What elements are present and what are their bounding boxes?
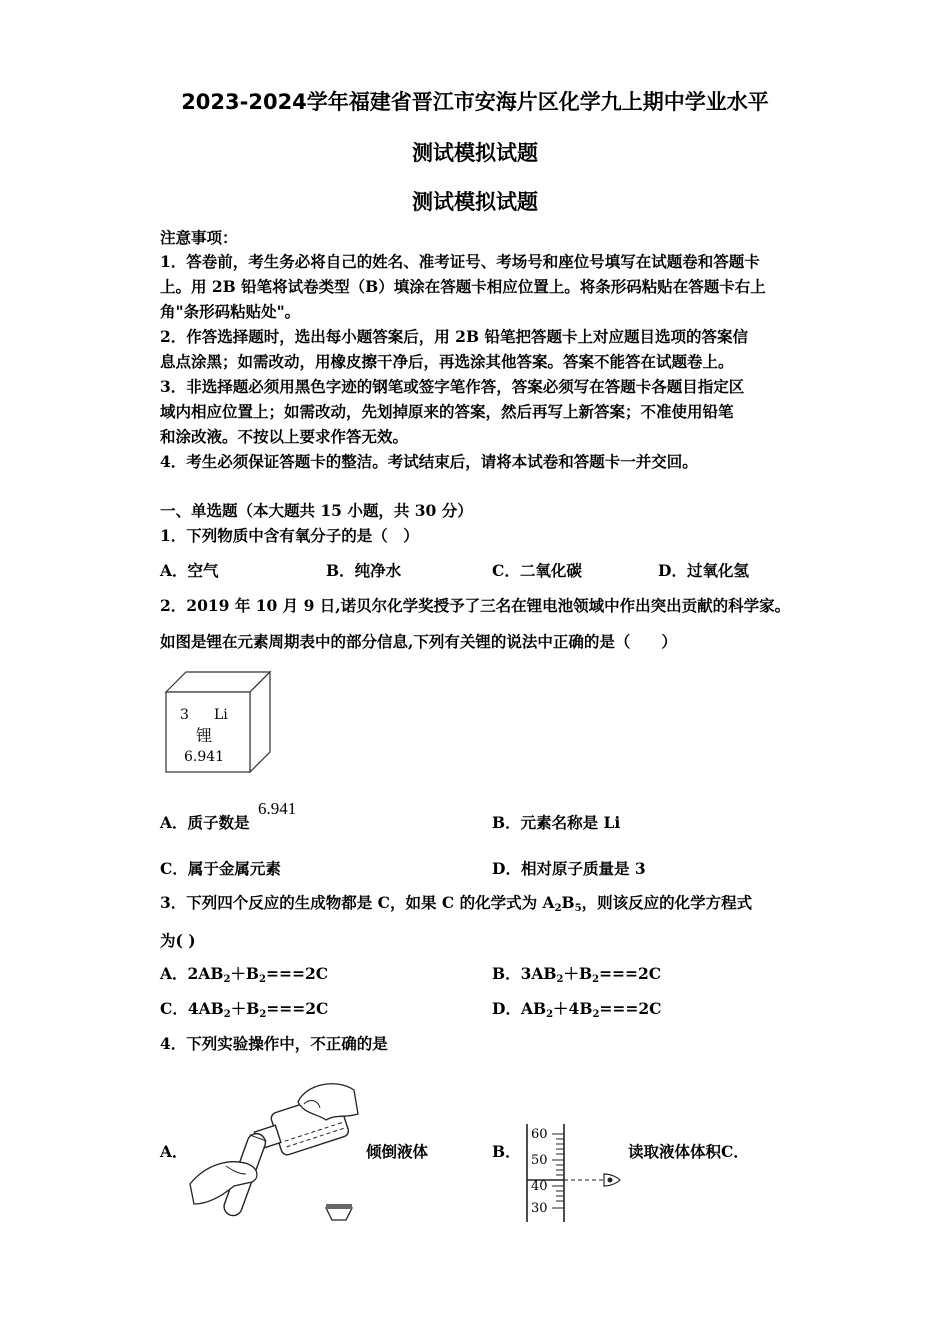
notice-line: 角"条形码粘贴处"。 — [160, 302, 301, 321]
exam-title-line3: 测试模拟试题 — [412, 190, 538, 214]
section-heading: 一、单选题（本大题共 15 小题，共 30 分） — [160, 501, 473, 520]
element-name: 锂 — [196, 726, 213, 745]
cylinder-tick-60: 60 — [531, 1127, 548, 1142]
pouring-liquid-illustration — [186, 1074, 366, 1224]
question-2-option-c: C．属于金属元素 — [160, 859, 281, 878]
question-2-option-b: B．元素名称是 Li — [492, 813, 621, 832]
question-2-option-a-label: A．质子数是 — [160, 813, 250, 832]
question-2-option-d: D．相对原子质量是 3 — [492, 859, 646, 878]
question-1-stem: 1．下列物质中含有氧分子的是（ ） — [160, 526, 419, 545]
notice-line: 域内相应位置上；如需改动，先划掉原来的答案，然后再写上新答案；不准使用铅笔 — [160, 402, 734, 421]
question-1-option-a: A．空气 — [160, 561, 219, 580]
element-atomic-number: 3 — [180, 707, 189, 723]
question-4-option-b-label: B． — [492, 1142, 521, 1161]
cylinder-tick-40: 40 — [531, 1179, 548, 1194]
question-3-stem-line1: 3．下列四个反应的生成物都是 C，如果 C 的化学式为 $A_2B_5$，则该反应的化学方程式 — [160, 893, 753, 914]
notice-line: 息点涂黑；如需改动，用橡皮擦干净后，再选涂其他答案。答案不能答在试题卷上。 — [160, 352, 734, 371]
exam-title-line1: 2023-2024学年福建省晋江市安海片区化学九上期中学业水平 — [181, 90, 769, 114]
element-atomic-mass: 6.941 — [184, 749, 225, 765]
notice-line: 3．非选择题必须用黑色字迹的钢笔或签字笔作答，答案必须写在答题卡各题目指定区 — [160, 377, 745, 396]
question-4-stem: 4．下列实验操作中，不正确的是 — [160, 1034, 388, 1053]
graduated-cylinder-illustration — [518, 1122, 628, 1226]
lithium-element-card — [162, 668, 274, 774]
notice-line: 2．作答选择题时，选出每小题答案后，用 2B 铅笔把答题卡上对应题目选项的答案信 — [160, 327, 748, 346]
question-3-stem-line2: 为( ) — [160, 931, 196, 950]
notice-heading: 注意事项： — [160, 228, 238, 247]
question-4-option-b-caption: 读取液体体积C． — [628, 1142, 749, 1161]
question-3-option-a: A．$2AB_2+B_2===2C$ — [160, 964, 329, 985]
question-2-option-a-value: 6.941 — [258, 799, 297, 818]
question-1-option-d: D．过氧化氢 — [658, 561, 749, 580]
question-2-stem-line1: 2．2019 年 10 月 9 日,诺贝尔化学奖授予了三名在锂电池领域中作出突出贡献的科学家。 — [160, 596, 791, 615]
element-symbol: Li — [214, 707, 228, 723]
notice-line: 和涂改液。不按以上要求作答无效。 — [160, 427, 409, 446]
notice-line: 4．考生必须保证答题卡的整洁。考试结束后，请将本试卷和答题卡一并交回。 — [160, 452, 698, 471]
cylinder-tick-30: 30 — [531, 1201, 548, 1216]
question-1-option-c: C．二氧化碳 — [492, 561, 582, 580]
question-1-option-b: B．纯净水 — [326, 561, 402, 580]
notice-line: 上。用 2B 铅笔将试卷类型（B）填涂在答题卡相应位置上。将条形码粘贴在答题卡右上 — [160, 277, 766, 296]
question-3-option-c: C．$4AB_2+B_2===2C$ — [160, 999, 329, 1020]
exam-title-line2: 测试模拟试题 — [412, 141, 538, 165]
question-2-stem-line2: 如图是锂在元素周期表中的部分信息,下列有关锂的说法中正确的是（ ） — [160, 632, 677, 651]
question-3-option-d: D．$AB_2+4B_2===2C$ — [492, 999, 662, 1020]
notice-line: 1．答卷前，考生务必将自己的姓名、准考证号、考场号和座位号填写在试题卷和答题卡 — [160, 252, 760, 271]
question-4-option-a-caption: 倾倒液体 — [366, 1142, 429, 1161]
question-4-option-a-label: A． — [160, 1142, 188, 1161]
cylinder-tick-50: 50 — [531, 1153, 548, 1168]
question-3-option-b: B．$3AB_2+B_2===2C$ — [492, 964, 662, 985]
